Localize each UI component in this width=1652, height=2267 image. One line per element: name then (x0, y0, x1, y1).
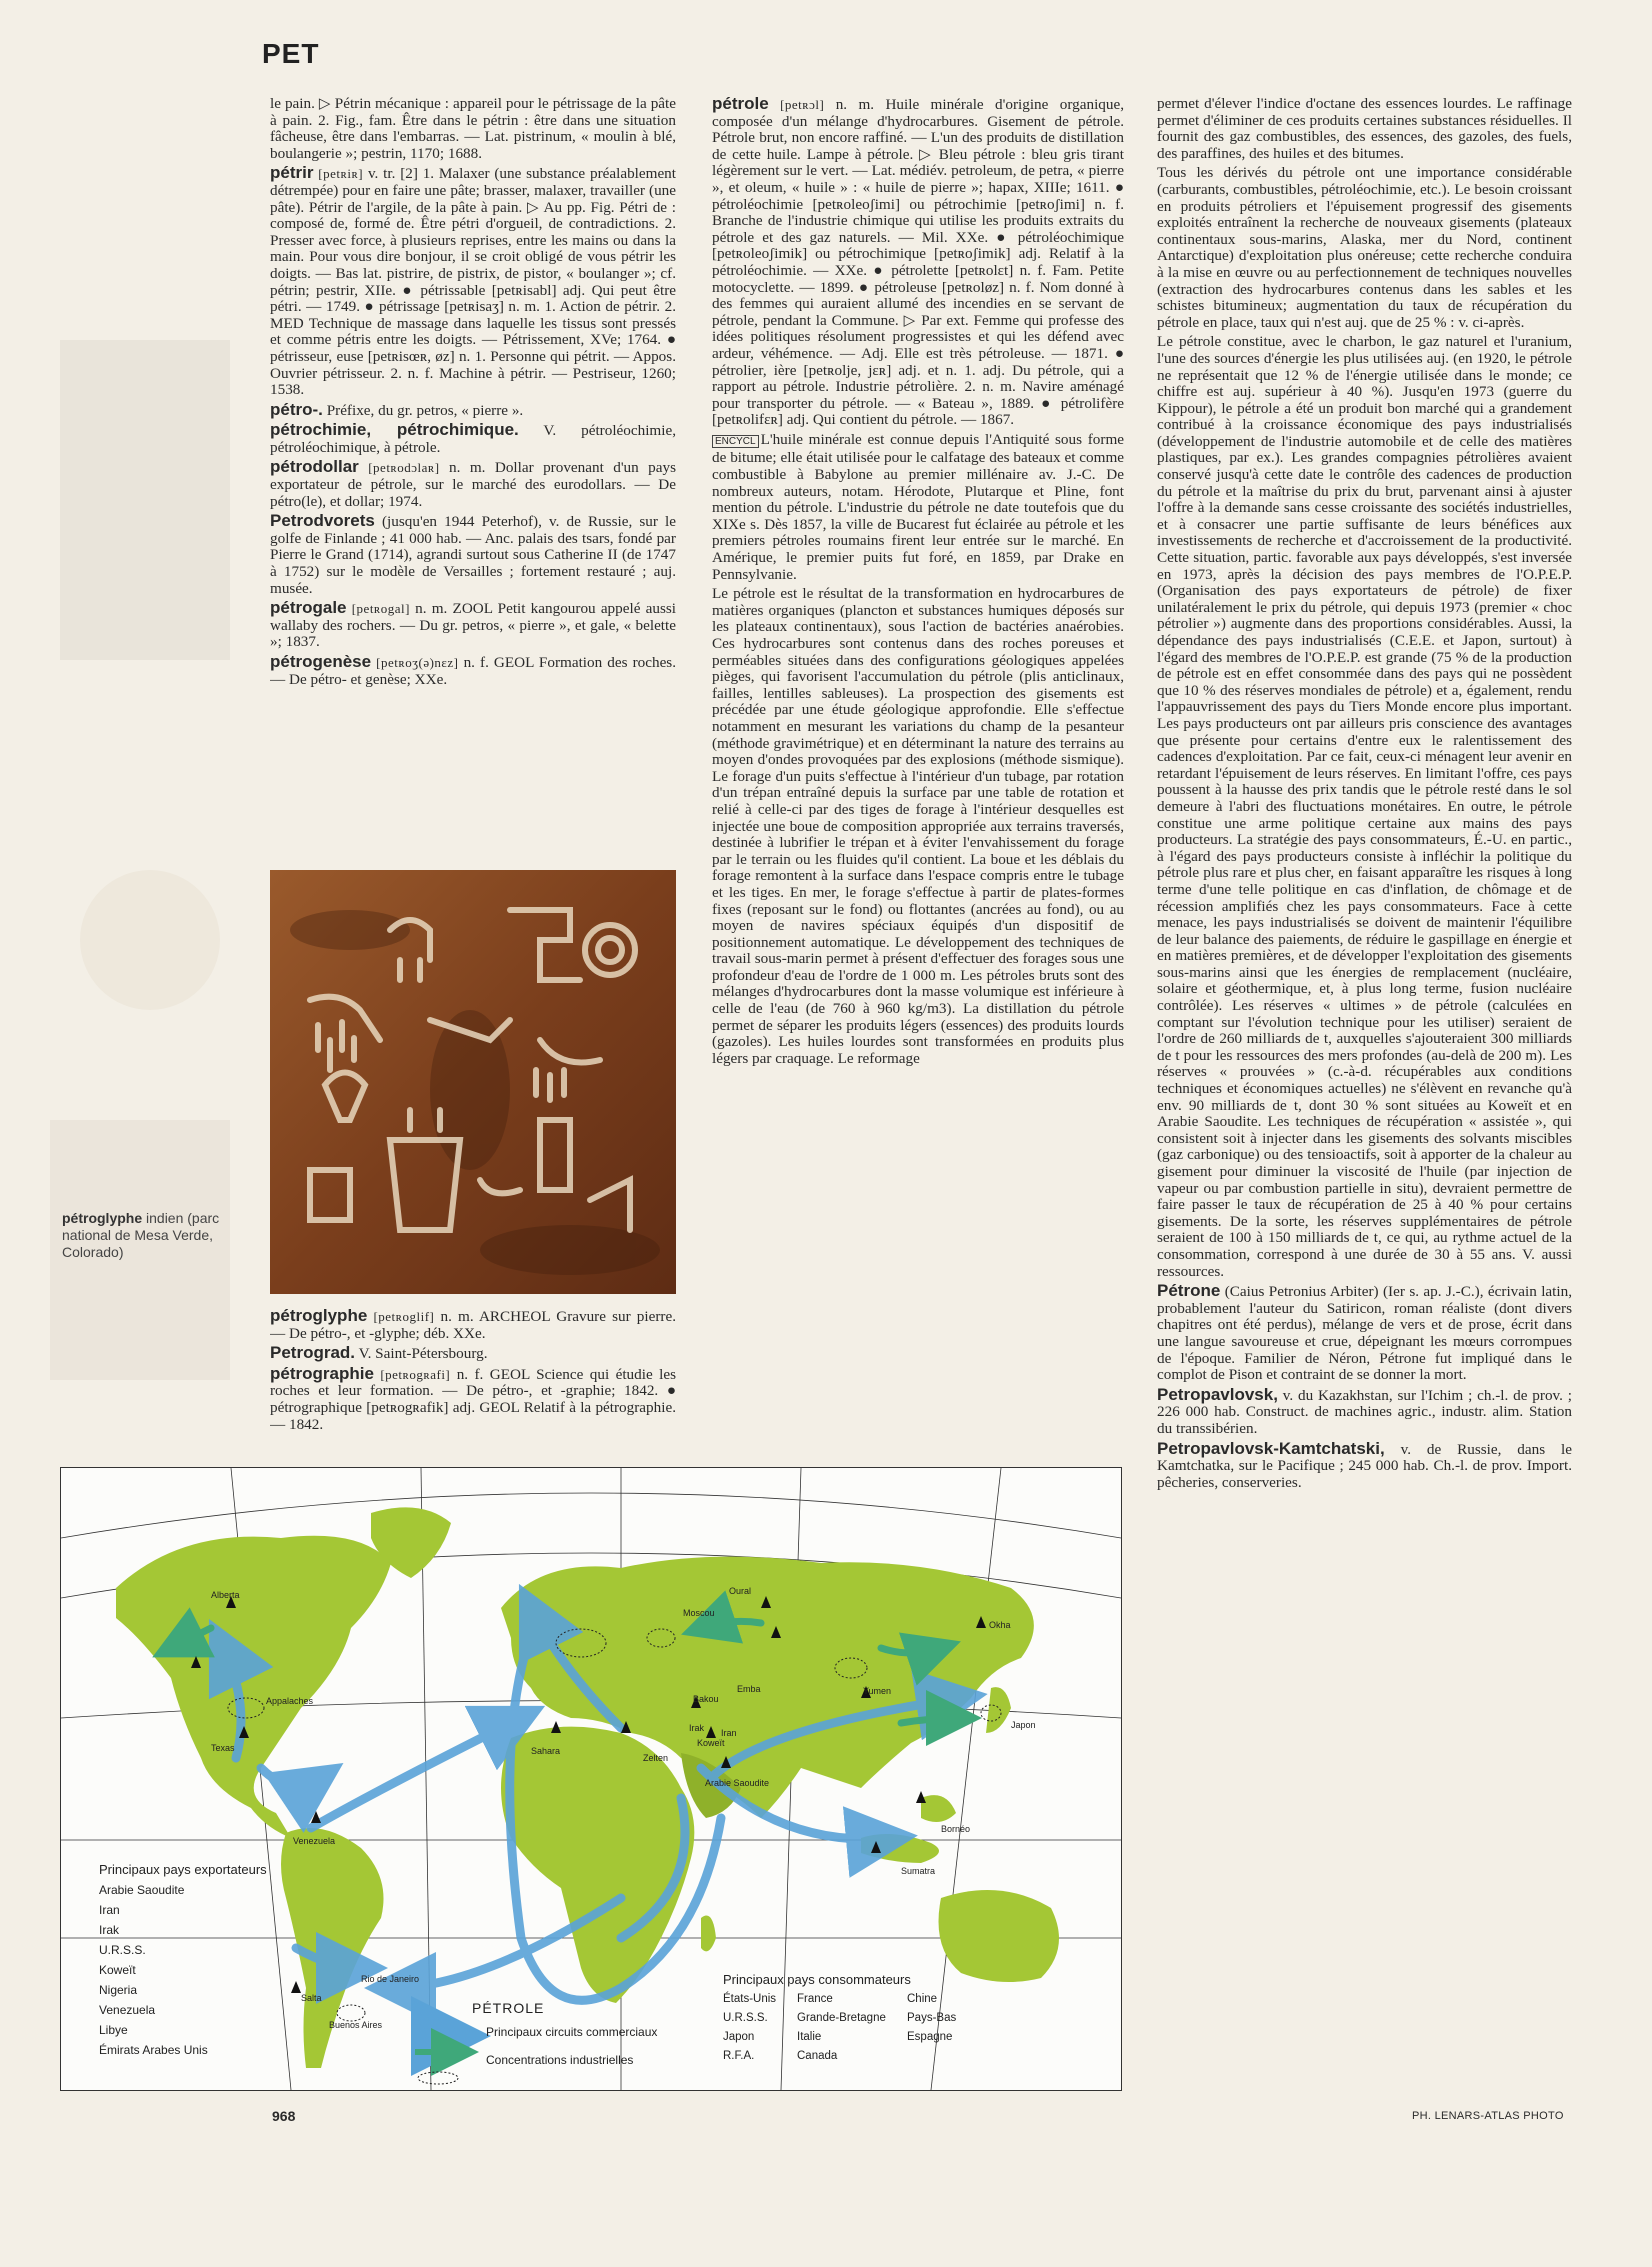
entry-petroglyphe: pétroglyphe [petʀoglif] n. m. ARCHEOL Gravure sur pierre. — De pétro-, et -glyphe; déb. XXe. (270, 1308, 676, 1342)
consumer-item: U.R.S.S. (723, 2012, 768, 2024)
page-number: 968 (272, 2108, 296, 2124)
place-label: Rio de Janeiro (361, 1974, 420, 1984)
place-label: Alberta (211, 1590, 240, 1600)
column-1-bottom (270, 1308, 676, 1466)
column-2 (712, 96, 1124, 1446)
exporter-item: U.R.S.S. (99, 1943, 146, 1957)
entry-petrir: pétrir [petʀiʀ] v. tr. [2] 1. Malaxer (une substance préalablement détrempée) pour en faire une pâte; brasser, malaxer, travailler (une pâte). Pétrir de l'argile, de la pâte à pain. ▷ Au pp. Fig. Pétri de : composé de, formé de. Être pétri d'orgueil, de contradictions. 2. Presser avec force, à plusieurs reprises, entre les mains ou dans la main. Pour vous dire bonjour, il se croit obligé de vous pétrir les doigts. — Bas lat. pistrire, de pistrix, de pistor, « boulanger »; cf. pétrin; pestrir, XIIe. ● pétrissable [petʀisabl] adj. Qui peut être pétri. — 1749. ● pétrissage [petʀisaʒ] n. m. 1. Action de pétrir. 2. MED Technique de massage dans laquelle les tissus sont pressés et comme pétris entre les doigts. — Pétrissement, XVe; 1764. ● pétrisseur, euse [petʀisœʀ, øz] n. 1. Personne qui pétrit. — Appos. Ouvrier pétrisseur. 2. n. f. Machine à pétrir. — Pestriseur, 1260; 1538. (270, 163, 676, 399)
consumer-item: États-Unis (723, 1993, 777, 2005)
exporter-item: Arabie Saoudite (99, 1883, 185, 1897)
encyclopedic-history: ENCYCL L'huile minérale est connue depuis l'Antiquité sous forme de bitume; elle était utilisée pour le calfatage des bateaux et comme combustible à Babylone au premier millénaire av. J.-C. De nombreux auteurs, notam. Hérodote, Plutarque et Pline, font mention du pétrole. L'industrie du pétrole ne date toutefois que du XIXe s. Dès 1857, la ville de Bucarest fut éclairée au pétrole et les premiers pétroles roumains firent leur entrée sur le marché. En Amérique, le premier puits fut foré, en 1859, par Drake en Pennsylvanie. (712, 430, 1124, 583)
place-label: Bornéo (941, 1824, 971, 1834)
petroglyph-photo (270, 870, 676, 1294)
place-label: Salta (301, 1993, 322, 2003)
entry-petrogale: pétrogale [petʀogal] n. m. ZOOL Petit kangourou appelé aussi wallaby des rochers. — Du gr. petros, « pierre », et gale, « belette »; 1837. (270, 598, 676, 651)
consumers-grid (723, 1990, 983, 2066)
consumer-item: Pays-Bas (907, 2012, 957, 2024)
consumer-item: R.F.A. (723, 2050, 755, 2062)
consumers-title: Principaux pays consommateurs (723, 1972, 911, 1987)
consumer-item (907, 2047, 977, 2066)
consumers-legend (723, 1970, 983, 2066)
exporter-item: Koweït (99, 1963, 136, 1977)
encyclopedic-refining: permet d'élever l'indice d'octane des essences lourdes. Le raffinage permet d'éliminer de ces produits certaines substances résiduelles. Il fournit des gaz combustibles, des essences, des gazoles, des fuels, des paraffines, des huiles et des bitumes. (1157, 96, 1572, 162)
consumer-item: Japon (723, 2031, 755, 2043)
place-label: Texas (211, 1743, 235, 1753)
column-1 (270, 96, 676, 856)
place-label: Appalaches (266, 1696, 314, 1706)
place-label: Iran (721, 1728, 737, 1738)
entry-petrone: Pétrone (Caius Petronius Arbiter) (Ier s. ap. J.-C.), écrivain latin, probablement l'auteur du Satiricon, roman réaliste (dont divers chapitres ont été perdus), mélange de vers et de prose, écrit dans une langue savoureuse et crue, dépeignant les mœurs corrompues de l'époque. Familier de Néron, Pétrone fut impliqué dans le complot de Pison et contraint de se donner la mort. (1157, 1281, 1572, 1384)
exporter-item: Nigeria (99, 1983, 138, 1997)
legend-circuits: Principaux circuits commerciaux (486, 2025, 658, 2039)
exporters-title: Principaux pays exportateurs (99, 1862, 267, 1877)
entry-petro-prefix: pétro-. Préfixe, du gr. petros, « pierre ». (270, 399, 524, 419)
consumer-item: Italie (797, 2031, 822, 2043)
entry-petrin-tail: le pain. ▷ Pétrin mécanique : appareil pour le pétrissage de la pâte à pain. 2. Fig., fam. Être dans le pétrin : être dans une situation fâcheuse, être dans l'embarras. — Lat. pistrinum, « moulin à blé, boulangerie »; pestrin, 1170; 1688. (270, 96, 676, 162)
consumer-item: Canada (797, 2050, 838, 2062)
petroglyph-illustration (270, 870, 676, 1294)
column-3 (1157, 96, 1572, 2116)
caption-term: pétroglyphe (62, 1210, 143, 1226)
map-key-legend (406, 1998, 676, 2074)
legend-title: PÉTROLE (472, 2000, 545, 2016)
photo-credit: PH. LENARS-ATLAS PHOTO (1412, 2110, 1564, 2122)
place-label: Koweït (697, 1738, 725, 1748)
legend-concentrations-row (472, 2046, 676, 2074)
entry-petropavlovsk: Petropavlovsk, v. du Kazakhstan, sur l'Ichim ; ch.-l. de prov. ; 226 000 hab. Construct. de machines agric., industr. alim. Station du transsibérien. (1157, 1384, 1572, 1437)
place-label: Sahara (531, 1746, 561, 1756)
encyclopedic-energy: Le pétrole constitue, avec le charbon, le gaz naturel et l'uranium, l'une des sources d'énergie les plus utilisées auj. (en 1920, le pétrole ne représentait que 12 % de l'énergie utilisée dans le monde; ce chiffre est auj. supérieur à 40 %). Jusqu'en 1973 (guerre du Kippour), le pétrole a été un produit bon marché qui a grandement contribué à la croissance économique des pays industrialisés (développement de l'industrie automobile et de celle des matières plastiques, par ex.). Les grandes compagnies pétrolières avaient conservé jusqu'à cette date le contrôle des cadences de production du pétrole et la maîtrise du prix du brut, parvenant ainsi à ajuster l'offre à la demande sans cesse croissante des sociétés industrielles, et à consacrer une partie suffisante de leurs bénéfices aux investissements de recherche et d'accroissement de la productivité. Cette situation, partic. favorable aux pays développés, s'est inversée en 1973, après la décision des pays membres de l'O.P.E.P. (Organisation des pays exportateurs de pétrole) de fixer unilatéralement le prix du pétrole, qui depuis 1973 (premier « choc pétrolier ») augmente dans des proportions considérables. Aussi, la dépendance des pays industrialisés (C.E.E. et Japon, surtout) à l'égard des membres de l'O.P.E.P. est grande (75 % de la production de pétrole est en effet consommée dans des pays qui ne possèdent que 10 % des réserves mondiales de pétrole) et a, également, rendu l'appauvrissement des pays du Tiers Monde encore plus important. Les pays producteurs ont par ailleurs pris conscience des avantages que présente pour certains d'entre eux le ralentissement des cadences d'exploitation. Par ce fait, ceux-ci ménagent leur avenir en retardant l'épuisement de leurs réserves. En limitant l'offre, ces pays poussent à la hausse des prix tandis que le pétrole resté dans le sol demeure à l'abri des fluctuations monétaires. En outre, le pétrole constitue une arme politique certaine aux mains des pays producteurs. La stratégie des pays consommateurs, É.-U. en partic., à l'égard des pays producteurs consiste à infléchir la politique du pétrole plus rare et plus cher, en faisant apparaître les risques à long terme d'une telle politique en cas d'inflation, de chômage et de récession amplifiés chez les pays consommateurs. Face à cette menace, les pays industrialisés se doivent de maintenir l'équilibre de leur balance des paiements, de réduire le gaspillage en énergie et en matières premières, et de développer l'exploitation des gisements sous-marins ainsi que les énergies de remplacement (nucléaire, solaire et géothermique, et, à plus long terme, fusion nucléaire contrôlée). Les réserves « ultimes » de pétrole (calculées en comptant sur l'évolution technique pour les utiliser) seraient de l'ordre de 260 milliards de t, auxquelles s'ajouteraient 300 milliards de t pour les ressources des mers profondes (au-delà de 200 m). Les réserves « prouvées » (c.-à-d. récupérables aux conditions techniques et économiques actuelles) ne s'élèvent en revanche qu'à env. 90 milliards de t, dont 30 % sont situées au Koweït et en Arabie Saoudite. Les techniques de récupération « assistée », qui consistent soit à injecter dans les gisements des solvants miscibles (gaz carbonique) ou des tensioactifs, soit à apporter de la chaleur au gisement pour diminuer la viscosité de l'huile (par injection de vapeur ou par combustion partielle in situ), devraient permettre de faire passer le taux de récupération de 25 à 40 % pour certains gisements. De la sorte, les réserves supplémentaires de pétrole seraient de 100 à 150 milliards de t, ce qui, au rythme actuel de la consommation, correspond à une durée de 30 à 55 ans. V. aussi ressources. (1157, 333, 1572, 1280)
world-oil-map (60, 1467, 1122, 2091)
running-head: PET (262, 38, 320, 69)
exporter-item: Irak (99, 1923, 120, 1937)
place-label: Emba (737, 1684, 761, 1694)
place-label: Moscou (683, 1608, 715, 1618)
legend-circuits-row (472, 2018, 676, 2046)
entry-petrodvorets: Petrodvorets (jusqu'en 1944 Peterhof), v. de Russie, sur le golfe de Finlande ; 41 000 hab. — Anc. palais des tsars, fondé par Pierre le Grand (1714), agrandi surtout sous Catherine II (de 1747 à 1752) sur le modèle de Versailles ; fortement restauré ; auj. musée. (270, 511, 676, 597)
consumer-item: Chine (907, 1993, 938, 2005)
place-label: Irak (689, 1723, 705, 1733)
caption-text: indien (parc national de Mesa Verde, Colorado) (62, 1210, 220, 1260)
land-australia (939, 1890, 1060, 1982)
place-label: Buenos Aires (329, 2020, 383, 2030)
photo-caption (62, 1210, 262, 1261)
exporter-item: Libye (99, 2023, 128, 2037)
encycl-badge: ENCYCL (712, 435, 759, 448)
land-madagascar (701, 1916, 716, 1952)
consumer-item: Espagne (907, 2031, 953, 2043)
exporter-item: Émirats Arabes Unis (99, 2043, 208, 2057)
land-japan (986, 1687, 1011, 1733)
entry-petrodollar: pétrodollar [petʀodɔlaʀ] n. m. Dollar provenant d'un pays exportateur de pétrole, sur le marché des eurodollars. — De pétro(le), et dollar; 1974. (270, 457, 676, 510)
place-label: Oural (729, 1586, 752, 1596)
entry-petrole: pétrole [petʀɔl] n. m. Huile minérale d'origine organique, composée d'un mélange d'hydrocarbures. Gisement de pétrole. Pétrole brut, non encore raffiné. — L'un des produits de distillation de cette huile. Lampe à pétrole. ▷ Bleu pétrole : bleu gris tirant légèrement sur le vert. — Lat. médiév. petroleum, de petra, « pierre », et oleum, « huile » : « huile de pierre »; hapax, XIIIe; 1611. ● pétroléochimie [petʀoleoʃimi] ou pétrochimie [petʀoʃimi] n. f. Branche de l'industrie chimique qui utilise les produits extraits du pétrole et des gaz naturels. — Mil. XXe. ● pétroléochimique [petʀoleoʃimik] ou pétrochimique [petʀoʃimik] adj. Relatif à la pétroléochimie. — XXe. ● pétrolette [petʀolɛt] n. f. Fam. Petite motocyclette. — 1899. ● pétroleuse [petʀoløz] n. f. Nom donné à des femmes qui auraient allumé des incendies en se servant de pétrole, pendant la Commune. ▷ Par ext. Femme qui professe des idées politiques résolument progressistes et qui les défend avec ardeur, véhémence. — Adj. Elle est très pétroleuse. — 1871. ● pétrolier, ière [petʀolje, jɛʀ] adj. et n. 1. adj. Du pétrole, qui a rapport au pétrole. Industrie pétrolière. 2. n. m. Navire aménagé pour transporter du pétrole. — « Bateau », 1889. ● pétrolifère [petʀolifɛʀ] adj. Qui contient du pétrole. — 1867. (712, 96, 1124, 429)
consumer-item: Grande-Bretagne (797, 2012, 886, 2024)
place-label: Okha (989, 1620, 1011, 1630)
entry-petropavlovsk-kamtchatski: Petropavlovsk-Kamtchatski, v. de Russie, dans le Kamtchatka, sur le Pacifique ; 245 000 hab. Ch.-l. de prov. Import. pêcheries, conserveries. (1157, 1438, 1572, 1491)
place-label: Bakou (693, 1694, 719, 1704)
place-label: Zelten (643, 1753, 669, 1763)
place-label: Japon (1011, 1720, 1036, 1730)
encyclopedic-formation: Le pétrole est le résultat de la transformation en hydrocarbures de matières organiques (plancton et substances humiques déposés sur les plateaux continentaux), sous l'action de bactéries anaérobies. Ces hydrocarbures sont contenus dans des roches poreuses et perméables situées dans des configurations géologiques appelées pièges, qui favorisent l'accumulation du pétrole (plis anticlinaux, failles, lentilles sableuses). La prospection des gisements est précédée par une étude géologique approfondie. Elle s'effectue notamment en mesurant les variations du champ de la pesanteur (méthode gravimétrique) et en déterminant la nature des terrains au moyen d'ondes provoquées par des explosions (méthode sismique). Le forage d'un puits s'effectue à l'intérieur d'un tubage, par rotation d'un trépan entraîné depuis la surface par une table de rotation et relié à celle-ci par des tiges de forage à l'intérieur desquelles est injectée une boue de composition appropriée aux terrains traversés, destinée à lubrifier le trépan et à éviter l'envahissement du forage par le terrain ou les fluides qu'il contient. La boue et les déblais du forage remontent à la surface dans l'espace compris entre le tubage et les tiges. En mer, le forage s'effectue à partir de plates-formes fixes (reposant sur le fond) ou flottantes (ancrées au fond), ou au moyen de navires spéciaux équipés d'un dispositif de positionnement automatique. Le développement des techniques de travail sous-marin permet à présent d'effectuer des forages sous une profondeur d'eau de l'ordre de 1 000 m. Les pétroles bruts sont des mélanges d'hydrocarbures dont la masse volumique est inférieure à celle de l'eau (de 760 à 960 kg/m3). La distillation du pétrole permet de séparer les produits légers (essences) des produits lourds (gazoles). Les huiles lourdes sont transformées en produits plus légers par craquage. Le reformage (712, 585, 1124, 1067)
place-label: Yumen (863, 1686, 892, 1696)
entry-petrogenese: pétrogenèse [petʀoʒ(ə)nɛz] n. f. GEOL Formation des roches. — De pétro- et genèse; XXe. (270, 652, 676, 688)
entry-petrograd: Petrograd. V. Saint-Pétersbourg. (270, 1343, 488, 1363)
bleed-through-shadow (0, 340, 230, 1440)
entry-petrochimie: pétrochimie, pétrochimique. V. pétroléochimie, pétroléochimique, à pétrole. (270, 420, 676, 456)
entry-petrographie: pétrographie [petʀogʀafi] n. f. GEOL Science qui étudie les roches et leur formation. — De pétro-, et -graphie; 1842. ● pétrographique [petʀogʀafik] adj. GEOL Relatif à la pétrographie. — 1842. (270, 1363, 676, 1433)
place-label: Venezuela (293, 1836, 336, 1846)
exporter-item: Iran (99, 1903, 120, 1917)
place-label: Arabie Saoudite (705, 1778, 770, 1788)
legend-concentrations: Concentrations industrielles (486, 2053, 634, 2067)
exporters-legend (99, 1860, 279, 2060)
consumer-item: France (797, 1993, 833, 2005)
land-borneo (921, 1795, 956, 1822)
land-north-america (116, 1536, 391, 1838)
encyclopedic-derivatives: Tous les dérivés du pétrole ont une importance considérable (carburants, combustibles, pétroléochimie, etc.). Le besoin croissant en produits pétroliers et l'épuisement progressif des gisements exploités entraînent la recherche de nouveaux gisements (plateaux continentaux sous-marins, Alaska, mer du Nord, continent Antarctique) d'exploitation plus onéreuse; cette recherche conduira à la mise en œuvre ou au perfectionnement de techniques nouvelles (extraction des hydrocarbures contenus dans les sables et les schistes bitumineux; augmentation du taux de récupération du pétrole en place, taux qui n'est auj. que de 25 % : v. ci-après. (1157, 164, 1572, 331)
exporter-item: Venezuela (99, 2003, 156, 2017)
place-label: Sumatra (901, 1866, 936, 1876)
